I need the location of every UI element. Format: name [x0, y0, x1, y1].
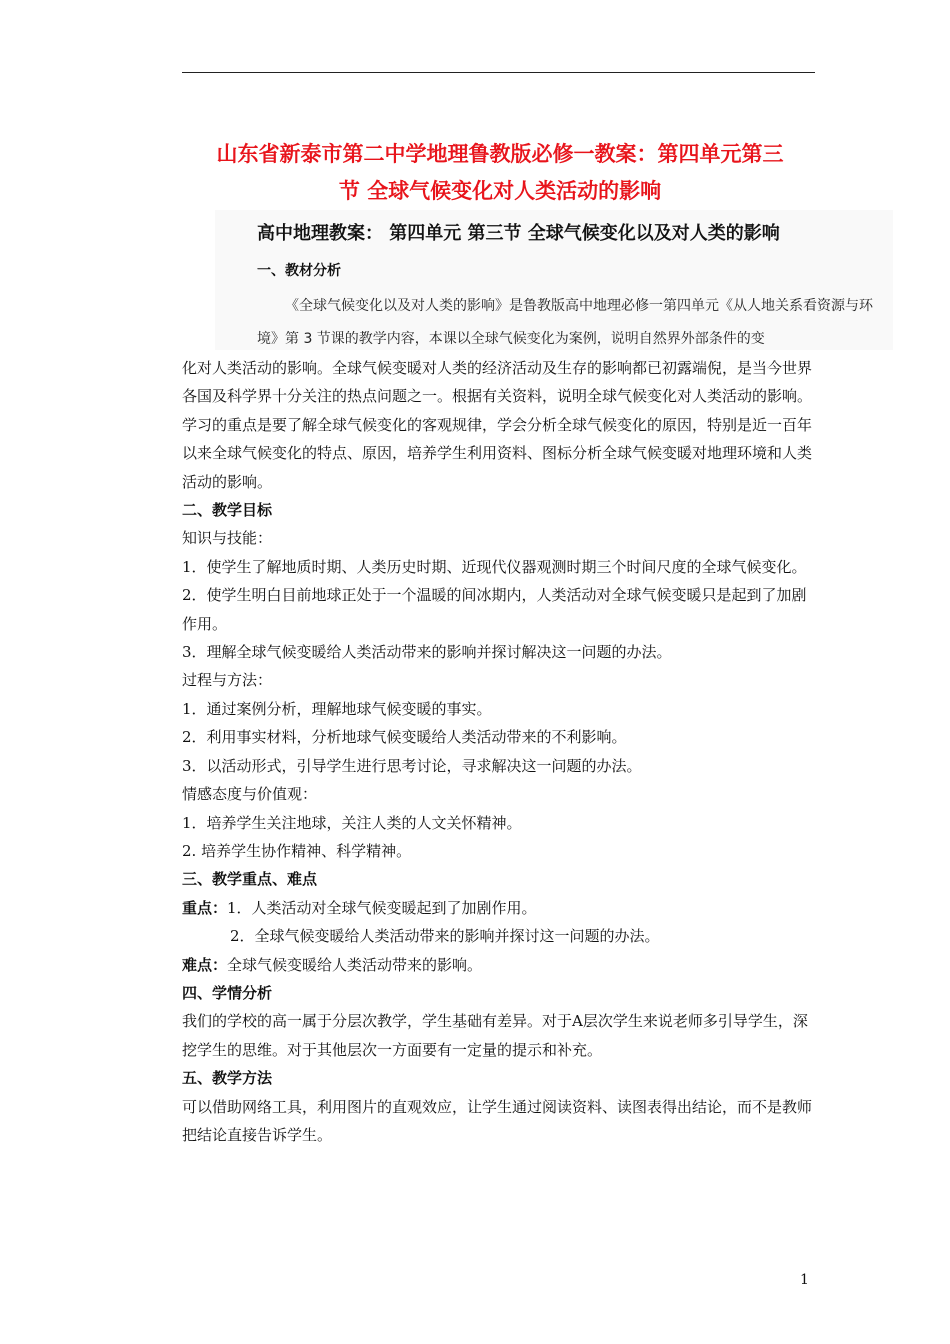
document-title — [150, 136, 850, 210]
process-item: 3．以活动形式，引导学生进行思考讨论，寻求解决这一问题的办法。 — [182, 756, 642, 775]
page-number: 1 — [800, 1272, 809, 1288]
knowledge-item: 2．使学生明白目前地球正处于一个温暖的间冰期内，人类活动对全球气候变暖只是起到了加剧作用。 — [182, 586, 807, 633]
section-heading-analysis: 一、教材分析 — [257, 263, 341, 279]
methods-paragraph: 可以借助网络工具，利用图片的直观效应，让学生通过阅读资料、读图表得出结论，而不是教师把结论直接告诉学生。 — [182, 1097, 813, 1144]
knowledge-item: 3．理解全球气候变暖给人类活动带来的影响并探讨解决这一问题的办法。 — [182, 643, 672, 662]
key-point-item: 2．全球气候变暖给人类活动带来的影响并探讨这一问题的办法。 — [230, 927, 660, 946]
section-heading-goals: 二、教学目标 — [182, 501, 273, 520]
emotion-item: 1．培养学生关注地球，关注人类的人文关怀精神。 — [182, 813, 522, 832]
process-label: 过程与方法： — [182, 671, 273, 690]
section-heading-methods: 五、教学方法 — [182, 1069, 273, 1088]
section-heading-students: 四、学情分析 — [182, 983, 273, 1002]
embedded-image-block — [215, 210, 893, 350]
inset-paragraph: 《全球气候变化以及对人类的影响》是鲁教版高中地理必修一第四单元《从人地关系看资源与环境》第 3 节课的教学内容，本课以全球气候变化为案例，说明自然界外部条件的变 — [257, 298, 873, 347]
key-point-row — [182, 894, 818, 922]
title-line-1: 山东省新泰市第二中学地理鲁教版必修一教案：第四单元第三 — [216, 142, 784, 166]
process-item: 1．通过案例分析，理解地球气候变暖的事实。 — [182, 699, 492, 718]
knowledge-label: 知识与技能： — [182, 529, 273, 548]
document-body — [182, 354, 818, 1149]
emotion-item: 2. 培养学生协作精神、科学精神。 — [182, 841, 412, 860]
section-heading-focus: 三、教学重点、难点 — [182, 870, 318, 889]
title-line-2: 节 全球气候变化对人类活动的影响 — [338, 179, 662, 203]
difficulty-row — [182, 951, 818, 979]
emotion-label: 情感态度与价值观： — [182, 785, 318, 804]
key-point-label: 重点： — [182, 898, 228, 917]
difficulty-label: 难点： — [182, 955, 228, 974]
header-rule — [182, 72, 815, 73]
knowledge-item: 1．使学生了解地质时期、人类历史时期、近现代仪器观测时期三个时间尺度的全球气候变化。 — [182, 557, 807, 576]
students-paragraph: 我们的学校的高一属于分层次教学，学生基础有差异。对于A层次学生来说老师多引导学生，深挖学生的思维。对于其他层次一方面要有一定量的提示和补充。 — [182, 1012, 808, 1059]
key-point-item: 1．人类活动对全球气候变暖起到了加剧作用。 — [227, 898, 537, 917]
difficulty-text: 全球气候变暖给人类活动带来的影响。 — [227, 955, 483, 974]
intro-paragraph: 化对人类活动的影响。全球气候变暖对人类的经济活动及生存的影响都已初露端倪，是当今世界各国及科学界十分关注的热点问题之一。根据有关资料，说明全球气候变化对人类活动的影响。学习的重点是要了解全球气候变化的客观规律，学会分析全球气候变化的原因，特别是近一百年以来全球气候变化的特点、原因，培养学生利用资料、图标分析全球气候变暖对地理环境和人类活动的影响。 — [182, 359, 813, 491]
process-item: 2．利用事实材料，分析地球气候变暖给人类活动带来的不利影响。 — [182, 728, 627, 747]
inset-title: 高中地理教案： 第四单元 第三节 全球气候变化以及对人类的影响 — [257, 223, 780, 244]
